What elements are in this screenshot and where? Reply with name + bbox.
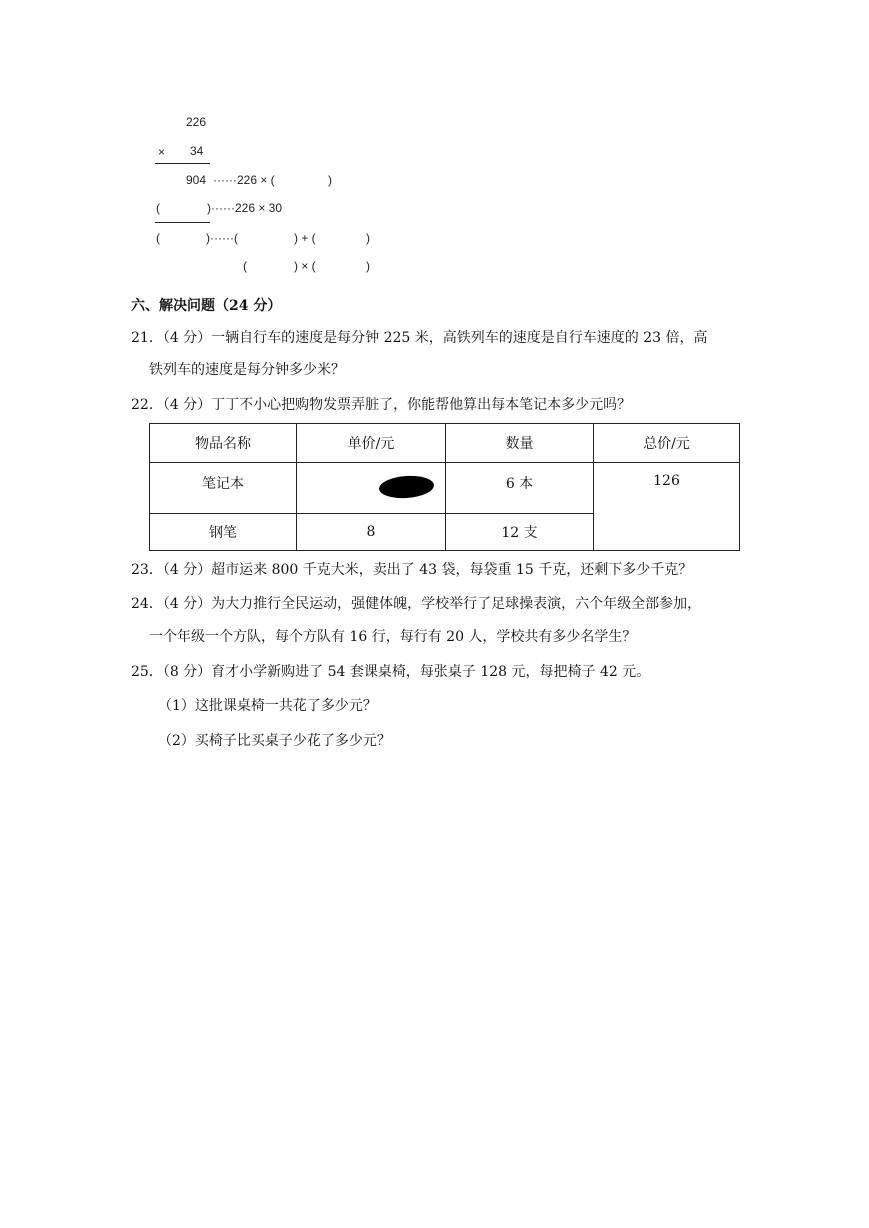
product-close: ) [366, 231, 370, 245]
question-22: 22．（4 分）丁丁不小心把购物发票弄脏了，你能帮他算出每本笔记本多少元吗？ [131, 397, 632, 413]
cell-pen-qty: 12 支 [446, 514, 594, 551]
question-25-sub-2: （2）买椅子比买桌子少花了多少元？ [158, 733, 391, 749]
cell-notebook-price-smudged [297, 463, 446, 514]
section-title: 六、解决问题（24 分） [131, 298, 282, 314]
partial-product-2-open: ( [156, 201, 160, 215]
product-times-close: ) [366, 259, 370, 273]
question-25-sub-1: （1）这批课桌椅一共花了多少元？ [158, 698, 377, 714]
header-item-name: 物品名称 [150, 424, 297, 463]
multiply-sign: × [158, 145, 166, 159]
multiplicand: 226 [186, 115, 207, 129]
question-24-line-1: 24．（4 分）为大力推行全民运动，强健体魄，学校举行了足球操表演，六个年级全部参加， [131, 596, 702, 612]
product-times: ) × ( [294, 259, 316, 273]
partial-product-1-close: ) [328, 173, 332, 187]
cell-total: 126 [594, 463, 740, 551]
header-unit-price: 单价/元 [297, 424, 446, 463]
partial-product-2-note: )······226 × 30 [207, 201, 283, 215]
question-25: 25．（8 分）育才小学新购进了 54 套课桌椅，每张桌子 128 元，每把椅子 42 元。 [131, 664, 651, 680]
table-header-row [150, 424, 740, 463]
product-open: ( [156, 231, 160, 245]
question-23: 23．（4 分）超市运来 800 千克大米，卖出了 43 袋，每袋重 15 千克，还剩下多少千克？ [131, 562, 693, 578]
question-24-line-2: 一个年级一个方队，每个方队有 16 行，每行有 20 人，学校共有多少名学生？ [149, 629, 637, 645]
multiplier: 34 [190, 144, 204, 158]
calc-rule-bottom [155, 222, 210, 223]
invoice-table [149, 423, 740, 551]
product-times-open: ( [243, 259, 247, 273]
header-total: 总价/元 [594, 424, 740, 463]
ink-smudge [378, 474, 434, 500]
product-plus: ) + ( [294, 231, 316, 245]
cell-notebook-name: 笔记本 [150, 463, 297, 514]
question-21-line-2: 铁列车的速度是每分钟多少米？ [149, 362, 345, 378]
partial-product-1: 904 [186, 173, 207, 187]
calc-rule-top [155, 163, 210, 164]
partial-product-1-note: ······226 × ( [213, 173, 275, 187]
cell-pen-price: 8 [297, 514, 446, 551]
header-quantity: 数量 [446, 424, 594, 463]
question-21-line-1: 21．（4 分）一辆自行车的速度是每分钟 225 米，高铁列车的速度是自行车速度的 23 倍，高 [131, 330, 708, 346]
cell-pen-name: 钢笔 [150, 514, 297, 551]
table-row-notebook [150, 463, 740, 514]
cell-notebook-qty: 6 本 [446, 463, 594, 514]
product-note: )······( [206, 231, 238, 245]
